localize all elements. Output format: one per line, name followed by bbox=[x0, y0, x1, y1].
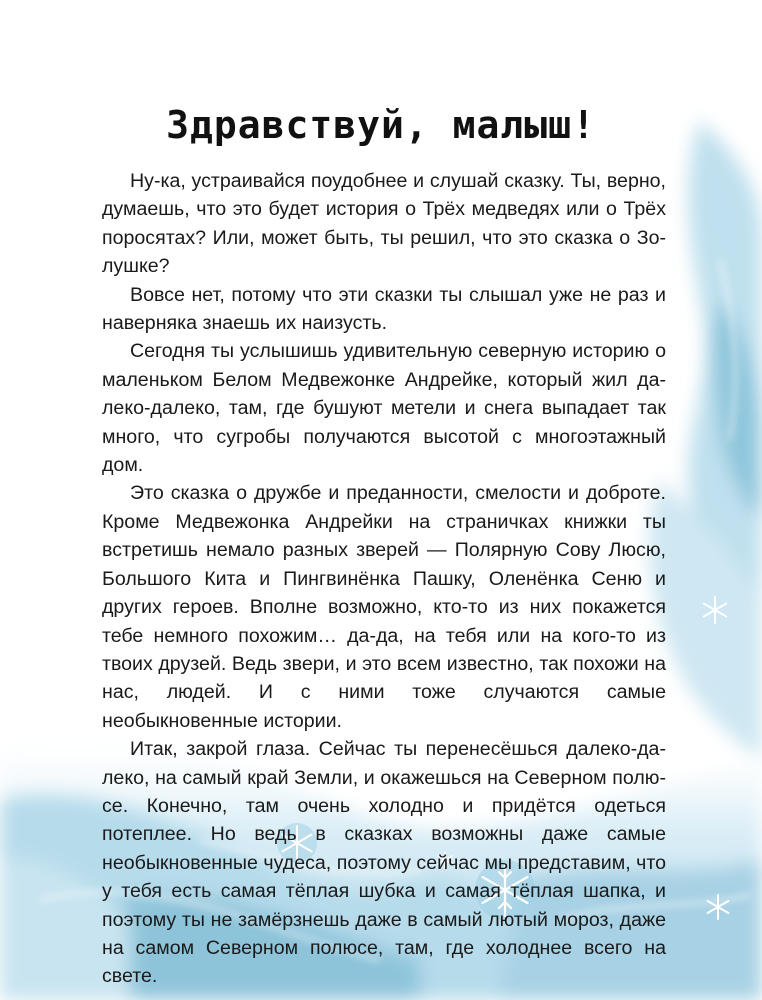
paragraph: Это сказка о дружбе и преданности, смелости и доброте. Кроме Медвежонка Андрейки на страничках книжки ты встретишь немало разных зверей — Полярную Сову Люсю, Большого Кита и Пингвинёнка Пашку, Оленёнка Сеню и других героев. Вполне возможно, кто-то из них покажется тебе немного похожим… да-да, на тебя или на кого-то из твоих друзей. Ведь звери, и это всем известно, так похожи на нас, людей. И с ними тоже случаются самые необыкновенные истории. bbox=[102, 482, 666, 732]
paragraph: Вовсе нет, потому что эти сказки ты слышал уже не раз и наверняка знаешь их наизусть. bbox=[102, 283, 666, 335]
right-ice-strokes bbox=[649, 120, 762, 760]
story-text bbox=[102, 167, 666, 991]
page-title: Здравствуй, малыш! bbox=[166, 103, 596, 147]
paragraph: Ну-ка, устраивайся поудобнее и слушай сказку. Ты, верно, думаешь, что это будет история о Трёх медведях или о Трёх поросятах? Или, может быть, ты решил, что это сказка о Золушке? bbox=[102, 170, 666, 278]
paragraph: Сегодня ты услышишь удивительную северную историю о маленьком Белом Медвежонке Андрейке, который жил далеко-далеко, там, где бушуют метели и снега выпадает так много, что сугробы получаются высотой с многоэтажный дом. bbox=[102, 340, 666, 477]
paragraph: Итак, закрой глаза. Сейчас ты перенесёшься далеко-далеко, на самый край Земли, и окажешься на Северном полюсе. Конечно, там очень холодно и придётся одеться потеплее. Но ведь в сказках возможны даже самые необыкновенные чудеса, поэтому сейчас мы представим, что у тебя есть самая тёплая шубка и самая тёплая шапка, и поэтому ты не замёрзнешь даже в самый лютый мороз, даже на самом Северном полюсе, там, где холоднее всего на свете. bbox=[102, 738, 666, 988]
